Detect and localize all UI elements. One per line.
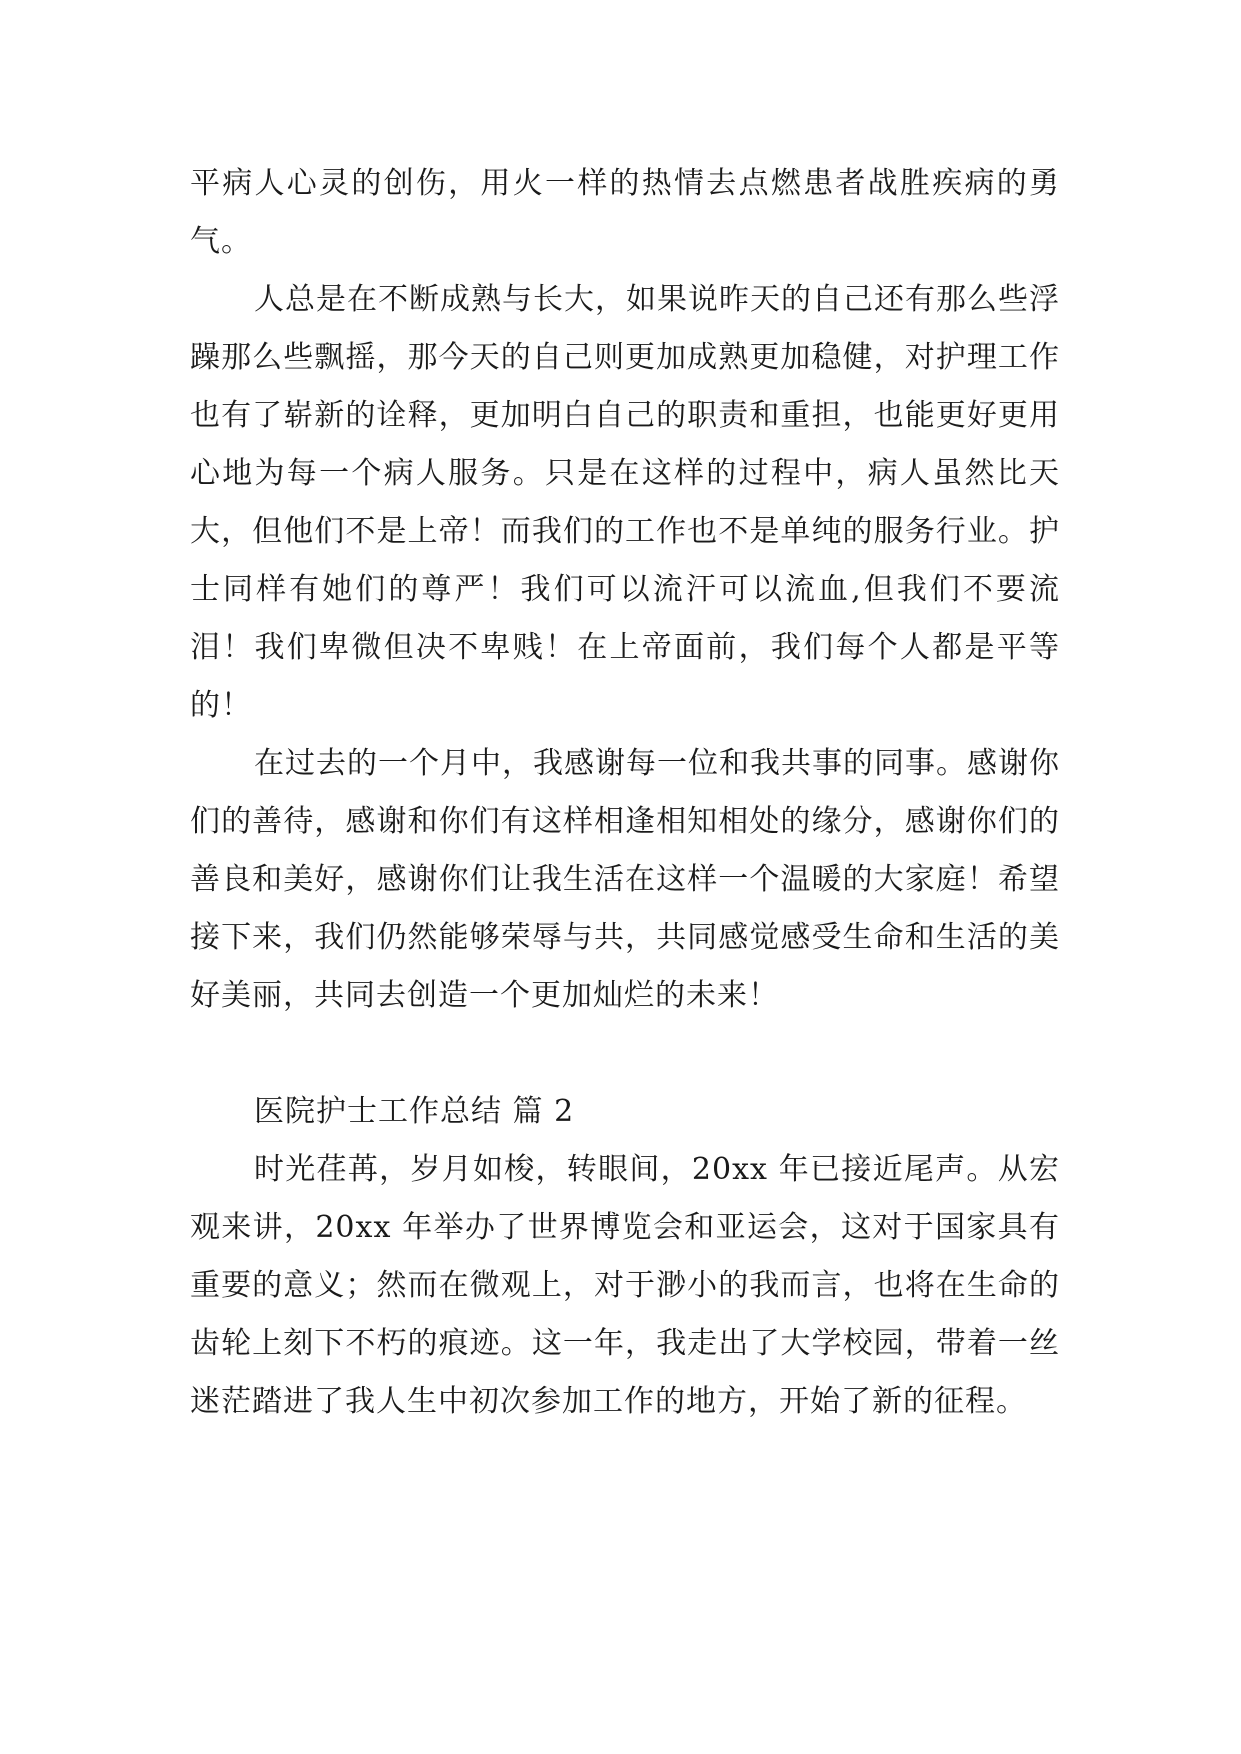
section-heading: 医院护士工作总结 篇 2 — [254, 1094, 575, 1129]
paragraph-gratitude: 在过去的一个月中，我感谢每一位和我共事的同事。感谢你们的善待，感谢和你们有这样相逢相知相处的缘分，感谢你们的善良和美好，感谢你们让我生活在这样一个温暖的大家庭！希望接下来，我们仍然能够荣辱与共，共同感觉感受生命和生活的美好美丽，共同去创造一个更加灿烂的未来！ — [190, 746, 1060, 1013]
paragraph-time-passes: 时光荏苒，岁月如梭，转眼间，20xx 年已接近尾声。从宏观来讲，20xx 年举办了世界博览会和亚运会，这对于国家具有重要的意义；然而在微观上，对于渺小的我而言，也将在生命的齿轮上刻下不朽的痕迹。这一年，我走出了大学校园，带着一丝迷茫踏进了我人生中初次参加工作的地方，开始了新的征程。 — [190, 1152, 1060, 1419]
paragraph-maturity: 人总是在不断成熟与长大，如果说昨天的自己还有那么些浮躁那么些飘摇，那今天的自己则更加成熟更加稳健，对护理工作也有了崭新的诠释，更加明白自己的职责和重担，也能更好更用心地为每一个病人服务。只是在这样的过程中，病人虽然比天大，但他们不是上帝！而我们的工作也不是单纯的服务行业。护士同样有她们的尊严！我们可以流汗可以流血,但我们不要流泪！我们卑微但决不卑贱！在上帝面前，我们每个人都是平等的！ — [190, 282, 1060, 723]
document-body — [190, 155, 1060, 1431]
paragraph-continuation: 平病人心灵的创伤，用火一样的热情去点燃患者战胜疾病的勇气。 — [190, 166, 1060, 259]
